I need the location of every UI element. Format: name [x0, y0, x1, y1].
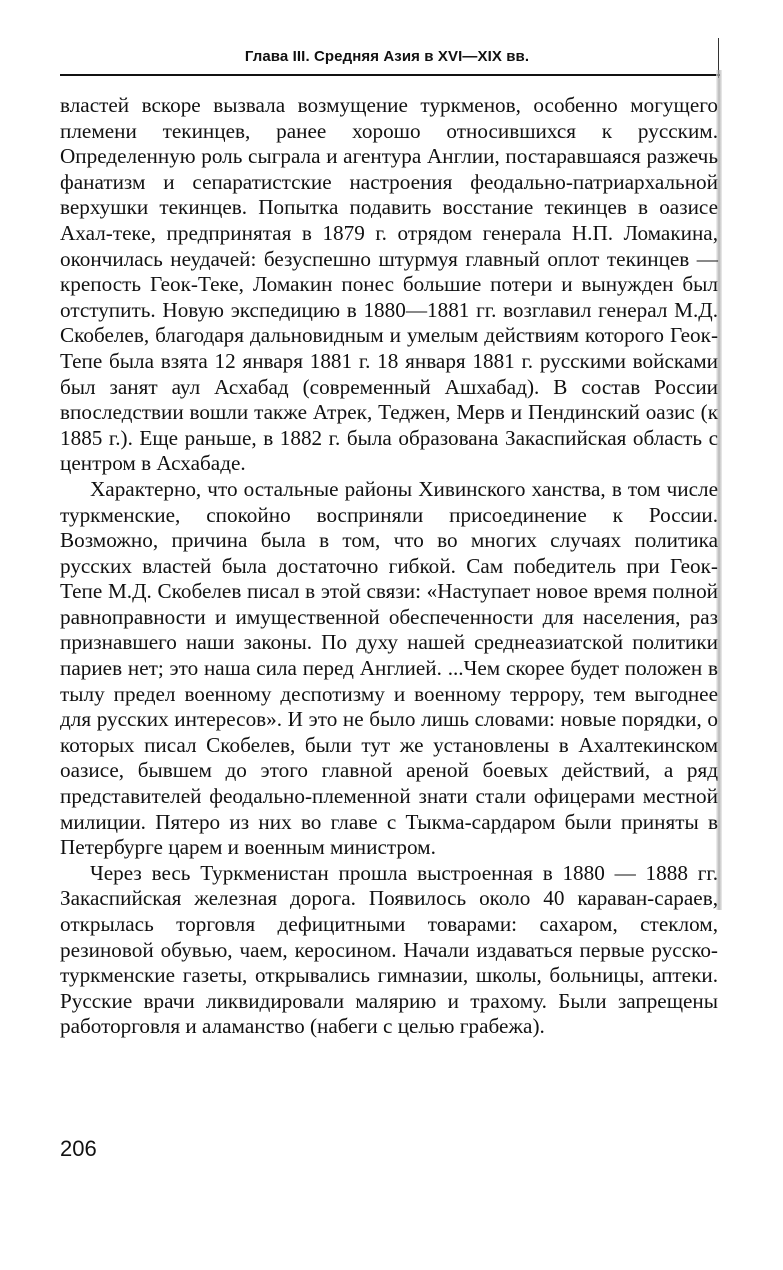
paragraph: Через весь Туркменистан прошла выстроенная в 1880 — 1888 гг. Закаспийская железная дорога. Появилось около 40 караван-сараев, открылась торговля дефицитными товарами: сахаром, стеклом, резиновой обувью, чаем, керосином. Начали издаваться первые русско-туркменские газеты, открывались гимназии, школы, больницы, аптеки. Русские врачи ликвидировали малярию и трахому. Были запрещены работорговля и аламанство (набеги с целью грабежа).: [60, 860, 718, 1039]
body-text: [60, 93, 718, 1040]
header-rule: [60, 74, 720, 76]
paragraph: Характерно, что остальные районы Хивинского ханства, в том числе туркменские, спокойно восприняли присоединение к России. Возможно, причина была в том, что во многих случаях политика русских властей была достаточно гибкой. Сам победитель при Геок-Тепе М.Д. Скобелев писал в этой связи: «Наступает новое время полной равноправности и имущественной обеспеченности для населения, раз признавшего наши законы. По духу нашей среднеазиатской политики париев нет; это наша сила перед Англией. ...Чем скорее будет положен в тылу предел военному деспотизму и военному террору, тем выгоднее для русских интересов». И это не было лишь словами: новые порядки, о которых писал Скобелев, были тут же установлены в Ахалтекинском оазисе, бывшем до этого главной ареной боевых действий, а ряд представителей феодально-племенной знати стали офицерами местной милиции. Пятеро из них во главе с Тыкма-сардаром были приняты в Петербурге царем и военным министром.: [60, 476, 718, 860]
paragraph: властей вскоре вызвала возмущение туркменов, особенно могущего племени текинцев, ранее хорошо относившихся к русским. Определенную роль сыграла и агентура Англии, постаравшаяся разжечь фанатизм и сепаратистские настроения феодально-патриархальной верхушки текинцев. Попытка подавить восстание текинцев в оазисе Ахал-теке, предпринятая в 1879 г. отрядом генерала Н.П. Ломакина, окончилась неудачей: безуспешно штурмуя главный оплот текинцев — крепость Геок-Теке, Ломакин понес большие потери и вынужден был отступить. Новую экспедицию в 1880—1881 гг. возглавил генерал М.Д. Скобелев, благодаря дальновидным и умелым действиям которого Геок-Тепе была взята 12 января 1881 г. 18 января 1881 г. русскими войсками был занят аул Асхабад (современный Ашхабад). В состав России впоследствии вошли также Атрек, Теджен, Мерв и Пендинский оазис (к 1885 г.). Еще раньше, в 1882 г. была образована Закаспийская область с центром в Асхабаде.: [60, 93, 718, 476]
page-number: 206: [60, 1136, 97, 1161]
running-header: Глава III. Средняя Азия в XVI—XIX вв.: [244, 48, 530, 65]
